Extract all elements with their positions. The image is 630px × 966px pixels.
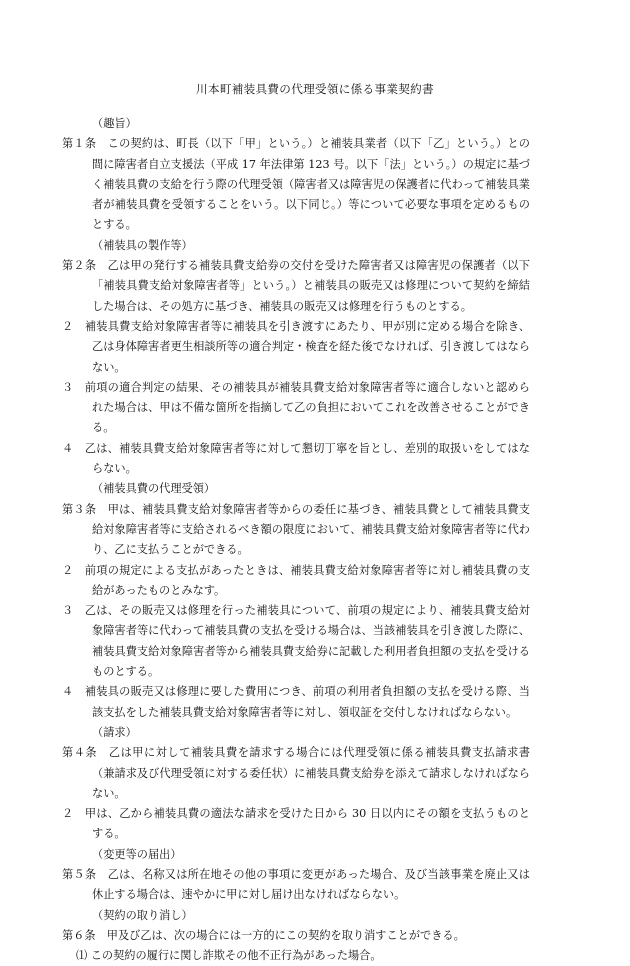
section-heading: （趣旨）	[92, 117, 137, 130]
section-heading: （補装具の製作等）	[92, 238, 193, 252]
article-5: 第５条 乙は、名称又は所在地その他の事項に変更があった場合、及び当該事業を廃止又は休止する場合は、速やかに甲に対し届け出なければならない。	[62, 867, 530, 902]
section-heading: （補装具費の代理受領）	[92, 482, 216, 496]
paragraph: ４ 乙は、補装具費支給対象障害者等に対して懇切丁寧を旨とし、差別的取扱いをしてはならない。	[62, 441, 530, 476]
section-heading: （請求）	[92, 725, 137, 739]
article-1: 第１条 この契約は、町長（以下「甲」という。）と補装具業者（以下「乙」という。）との間に障害者自立支援法（平成 17 年法律第 123 号。以下「法」という。）の規定に基づく補装具費の支給を行う際の代理受領（障害者又は障害児の保護者に代わって補装具業者が補装具費を受領することをいう。以下同じ。）等について必要な事項を定めるものとする。	[62, 137, 530, 232]
paragraph: ３ 前項の適合判定の結果、その補装具が補装具費支給対象障害者等に適合しないと認められた場合は、甲は不備な箇所を指摘して乙の負担においてこれを改善させることができる。	[62, 380, 530, 435]
list-item: ⑴ この契約の履行に関し詐欺その他不正行為があった場合。	[76, 949, 382, 963]
article-3: 第３条 甲は、補装具費支給対象障害者等からの委任に基づき、補装具費として補装具費支給対象障害者等に支給されるべき額の限度において、補装具費支給対象障害者等に代わり、乙に支払うことができる。	[62, 502, 530, 557]
article-4: 第４条 乙は甲に対して補装具費を請求する場合には代理受領に係る補装具費支払請求書（兼請求及び代理受領に対する委任状）に補装具費支給券を添えて請求しなければならない。	[62, 746, 530, 800]
article-2: 第２条 乙は甲の発行する補装具費支給券の交付を受けた障害者又は障害児の保護者（以下「補装具費支給対象障害者等」という。）と補装具の販売又は修理について契約を締結した場合は、その処方に基づき、補装具の販売又は修理を行うものとする。	[62, 259, 530, 313]
document-title: 川本町補装具費の代理受領に係る事業契約書	[196, 82, 434, 96]
section-heading: （変更等の届出）	[92, 847, 182, 861]
document-body	[62, 114, 530, 966]
paragraph: ２ 前項の規定による支払があったときは、補装具費支給対象障害者等に対し補装具費の支給があったものとみなす。	[62, 563, 530, 597]
section-heading: （契約の取り消し）	[92, 908, 193, 922]
article-6: 第６条 甲及び乙は、次の場合には一方的にこの契約を取り消すことができる。	[62, 928, 465, 942]
paragraph: ２ 甲は、乙から補装具費の適法な請求を受けた日から 30 日以内にその額を支払うものとする。	[62, 807, 530, 841]
paragraph: ２ 補装具費支給対象障害者等に補装具を引き渡すにあたり、甲が別に定める場合を除き、乙は身体障害者更生相談所等の適合判定・検査を経た後でなければ、引き渡してはならない。	[62, 319, 530, 374]
paragraph: ３ 乙は、その販売又は修理を行った補装具について、前項の規定により、補装具費支給対象障害者等に代わって補装具費の支払を受ける場合は、当該補装具を引き渡した際に、補装具費支給対象障害者等から補装具費支給券に記載した利用者負担額の支払を受けるものとする。	[62, 604, 530, 679]
paragraph: ４ 補装具の販売又は修理に要した費用につき、前項の利用者負担額の支払を受ける際、当該支払をした補装具費支給対象障害者等に対し、領収証を交付しなければならない。	[62, 685, 530, 719]
